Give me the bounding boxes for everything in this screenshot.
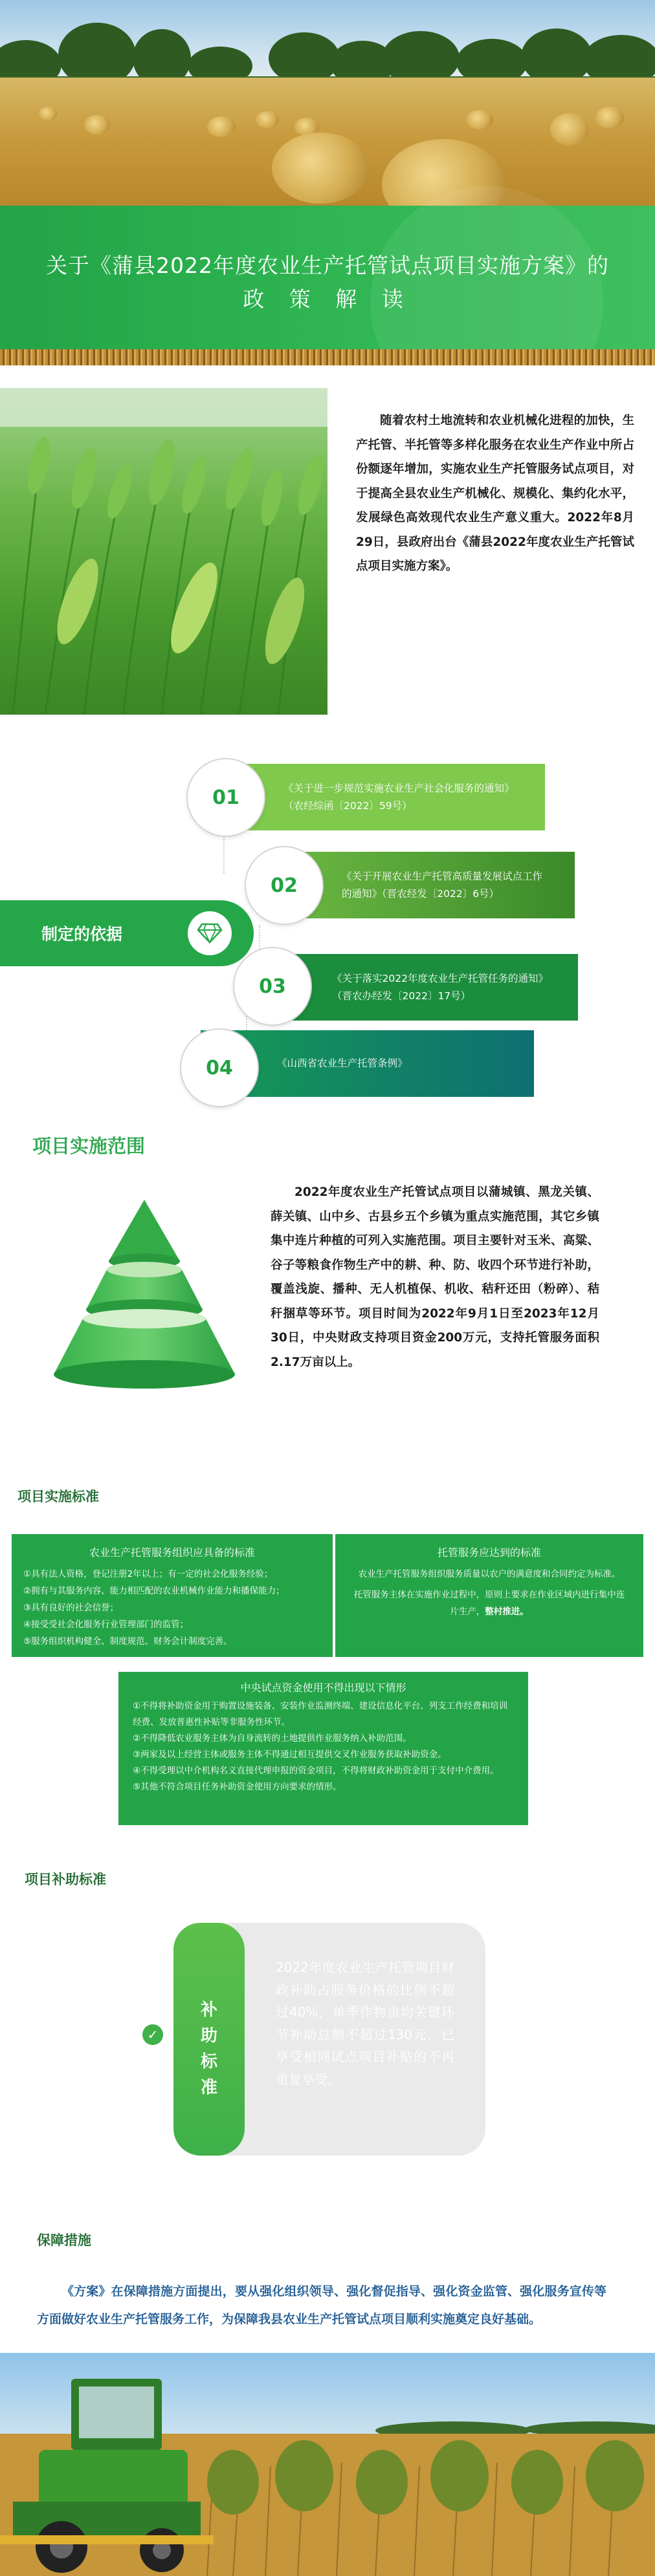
- hay-bale: [39, 107, 57, 121]
- hay-bale: [256, 111, 279, 128]
- forbidden-item: ③两家及以上经营主体或服务主体不得通过相互提供交叉作业服务获取补助资金。: [133, 1749, 447, 1760]
- forbidden-item: ①不得将补助资金用于购置设施装备、安装作业监测终端、建设信息化平台、列支工作经费和培训经费、发放普惠性补贴等非服务性环节。: [133, 1701, 508, 1727]
- hay-bale: [466, 110, 493, 129]
- forbidden-box: [118, 1672, 528, 1825]
- forbidden-title: 中央试点资金使用不得出现以下情形: [240, 1682, 406, 1694]
- basis-item-04-number: 04: [181, 1030, 258, 1106]
- forbidden-item: ②不得降低农业服务主体为自身流转的土地提供作业服务纳入补助范围。: [133, 1733, 412, 1744]
- org-standard-item: ①具有法人资格，登记注册2年以上；有一定的社会化服务经验；: [23, 1569, 273, 1579]
- basis-item-03-number: 03: [234, 948, 311, 1024]
- service-standard-text: 托管服务主体在实施作业过程中，原则上要求在作业区域内进行集中连片生产，: [353, 1590, 625, 1617]
- subsidy-title: 项目补助标准: [25, 1872, 106, 1887]
- harvester-field-image: [0, 2353, 655, 2576]
- basis-item-03-title: 《关于落实2022年度农业生产托管任务的通知》: [332, 972, 548, 984]
- hay-bale: [550, 113, 589, 146]
- basis-item-03-ref: （晋农办经发〔2022〕17号）: [332, 990, 471, 1002]
- wheat-illustration: [0, 388, 328, 715]
- hay-bale: [207, 116, 236, 137]
- hay-bale: [84, 115, 110, 135]
- basis-label: [0, 900, 254, 966]
- basis-item-01-ref: （农经综函〔2022〕59号）: [283, 799, 412, 812]
- org-standard-item: ⑤服务组织机构健全、制度规范、财务会计制度完善。: [23, 1636, 232, 1647]
- guarantee-paragraph: 《方案》在保障措施方面提出，要从强化组织领导、强化督促指导、强化资金监管、强化服务宣传等方面做好农业生产托管服务工作，为保障我县农业生产托管试点项目顺利实施奠定良好基础。: [37, 2284, 606, 2326]
- forbidden-item: ④不得受理以中介机构名义直接代理申报的资金项目，不得将财政补助资金用于支付中介费用。: [133, 1766, 499, 1776]
- org-standard-item: ②拥有与其服务内容、能力相匹配的农业机械作业能力和播保能力；: [23, 1586, 285, 1596]
- org-standard-box: [12, 1534, 333, 1657]
- service-standard-title: 托管服务应达到的标准: [437, 1546, 541, 1559]
- pyramid-graphic: [47, 1200, 241, 1413]
- intro-paragraph: 随着农村土地流转和农业机械化进程的加快，生产托管、半托管等多样化服务在农业生产作业中所占份额逐年增加，实施农业生产托管服务试点项目，对于提高全县农业生产机械化、规模化、集约化水平，发展绿色高效现代农业生产意义重大。2022年8月29日，县政府出台《蒲县2022年度农业生产托管试点项目实施方案》。: [356, 414, 634, 573]
- org-standard-title: 农业生产托管服务组织应具备的标准: [89, 1546, 255, 1559]
- service-standard-emphasis: 整村推进。: [485, 1607, 529, 1617]
- service-standard-text: 农业生产托管服务组织服务质量以农户的满意度和合同约定为标准。: [358, 1569, 621, 1579]
- wheat-closeup-image: [0, 388, 328, 715]
- basis-item-02-ref: 的通知》（晋农经发〔2022〕6号）: [342, 887, 500, 900]
- subsidy-bar-label: 补助标准: [200, 2000, 217, 2097]
- stubble-strip: [0, 349, 655, 365]
- diamond-icon: [188, 911, 232, 955]
- basis-item-01-number: 01: [188, 759, 264, 836]
- forbidden-item: ⑤其他不符合项目任务补助资金使用方向要求的情形。: [133, 1782, 342, 1792]
- basis-item-02-title: 《关于开展农业生产托管高质量发展试点工作: [342, 870, 543, 882]
- org-standard-item: ④接受受社会化服务行业管理部门的监管；: [23, 1619, 189, 1630]
- basis-item-02-number: 02: [246, 847, 322, 924]
- hay-bale: [272, 133, 369, 204]
- scope-title: 项目实施范围: [32, 1135, 146, 1157]
- hero-banner: [0, 0, 655, 365]
- guarantee-title: 保障措施: [37, 2233, 91, 2248]
- standards-title: 项目实施标准: [17, 1489, 99, 1504]
- basis-label-text: 制定的依据: [41, 925, 123, 944]
- basis-item-04-title: 《山西省农业生产托管条例》: [277, 1057, 408, 1069]
- harvester-illustration: [0, 2353, 655, 2576]
- page-subtitle: 政 策 解 读: [243, 287, 412, 312]
- service-standard-box: [335, 1534, 643, 1657]
- page-title: 关于《蒲县2022年度农业生产托管试点项目实施方案》的: [46, 253, 609, 278]
- org-standard-item: ③具有良好的社会信誉；: [23, 1603, 119, 1613]
- basis-item-01-title: 《关于进一步规范实施农业生产社会化服务的通知》: [283, 782, 515, 794]
- checkmark-icon: ✓: [142, 2024, 163, 2045]
- scope-paragraph: 2022年度农业生产托管试点项目以蒲城镇、黑龙关镇、薛关镇、山中乡、古县乡五个乡镇为重点实施范围，其它乡镇集中连片种植的可列入实施范围。项目主要针对玉米、高粱、谷子等粮食作物生产中的耕、种、防、收四个环节进行补助，覆盖浅旋、播种、无人机植保、机收、秸秆还田（粉碎）、秸秆捆草等环节。项目时间为2022年9月1日至2023年12月30日，中央财政支持项目资金200万元，支持托管服务面积2.17万亩以上。: [271, 1185, 599, 1369]
- subsidy-paragraph: 2022年度农业生产托管项目财政补助占服务价格的比例不超过40%，单季作物亩均关键环节补助总额不超过130元，已享受相同试点项目补贴的不再重复享受。: [276, 1960, 454, 2087]
- hay-bale: [595, 107, 624, 129]
